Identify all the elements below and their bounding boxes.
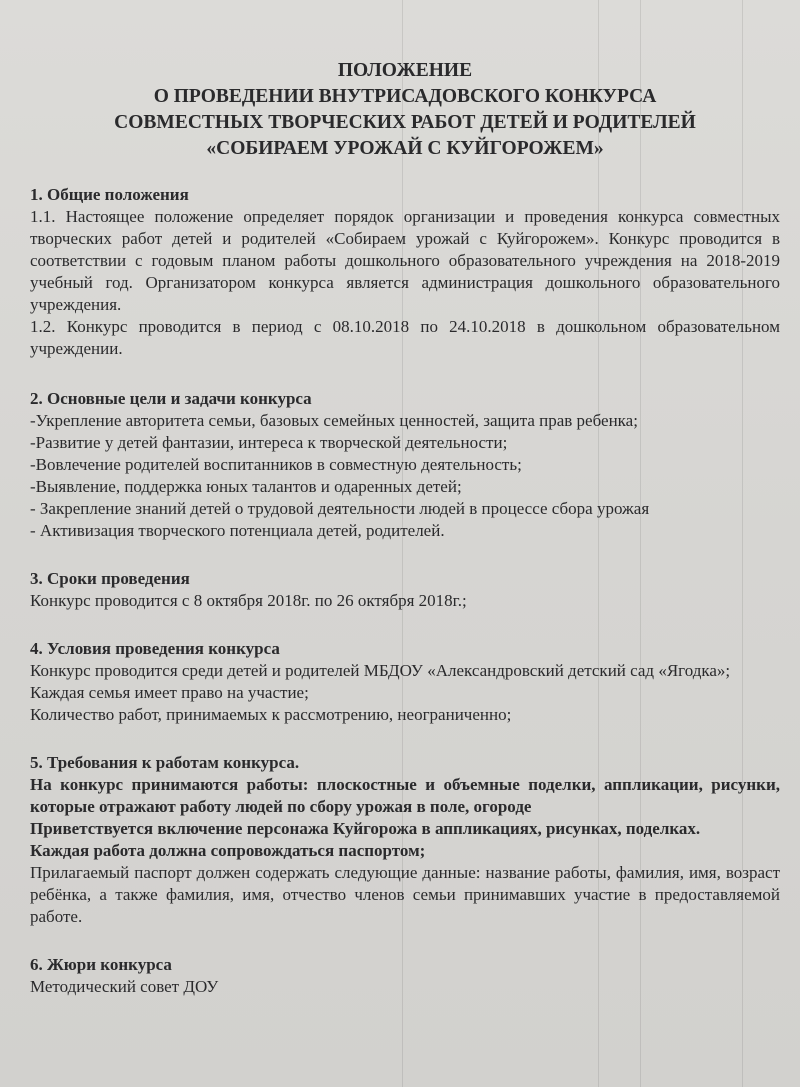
goal-item: -Укрепление авторитета семьи, базовых семейных ценностей, защита прав ребенка; (30, 411, 638, 430)
section-3-paragraph: Конкурс проводится с 8 октября 2018г. по 26 октября 2018г.; (30, 591, 467, 610)
goal-item: - Активизация творческого потенциала детей, родителей. (30, 521, 445, 540)
section-5-heading: 5. Требования к работам конкурса. (30, 753, 300, 772)
section-5-paragraph-4: Прилагаемый паспорт должен содержать следующие данные: название работы, фамилия, имя, возраст ребёнка, а также фамилия, имя, отчество членов семьи принимавших участие в предоставляемой работе. (30, 863, 780, 926)
section-6-paragraph: Методический совет ДОУ (30, 977, 219, 996)
document-page (30, 0, 780, 998)
title-line-1: ПОЛОЖЕНИЕ (337, 60, 473, 81)
section-1 (30, 184, 780, 360)
section-4-paragraph-3: Количество работ, принимаемых к рассмотрению, неограниченно; (30, 705, 512, 724)
section-4-paragraph-1: Конкурс проводится среди детей и родителей МБДОУ «Александровский детский сад «Ягодка»; (30, 661, 731, 680)
section-3-heading: 3. Сроки проведения (30, 569, 190, 588)
goal-item: - Закрепление знаний детей о трудовой деятельности людей в процессе сбора урожая (30, 499, 650, 518)
section-2 (30, 388, 780, 542)
section-1-paragraph-1: 1.1. Настоящее положение определяет порядок организации и проведения конкурса совместных творческих работ детей и родителей «Собираем урожай с Куйгорожем». Конкурс проводится в соответствии с годовым планом работы дошкольного образовательного учреждения на 2018-2019 учебный год. Организатором конкурса является администрация дошкольного образовательного учреждения. (30, 207, 780, 314)
goal-item: -Развитие у детей фантазии, интереса к творческой деятельности; (30, 433, 508, 452)
section-3 (30, 568, 780, 612)
section-5-paragraph-3: Каждая работа должна сопровождаться паспортом; (30, 841, 426, 860)
title-line-4: «СОБИРАЕМ УРОЖАЙ С КУЙГОРОЖЕМ» (206, 138, 604, 159)
title-line-3: СОВМЕСТНЫХ ТВОРЧЕСКИХ РАБОТ ДЕТЕЙ И РОДИТЕЛЕЙ (114, 112, 696, 133)
section-4-paragraph-2: Каждая семья имеет право на участие; (30, 683, 309, 702)
section-4 (30, 638, 780, 726)
section-2-heading: 2. Основные цели и задачи конкурса (30, 389, 312, 408)
section-5-paragraph-2: Приветствуется включение персонажа Куйгорожа в аппликациях, рисунках, поделках. (30, 819, 701, 838)
section-6 (30, 954, 780, 998)
section-4-heading: 4. Условия проведения конкурса (30, 639, 280, 658)
section-6-heading: 6. Жюри конкурса (30, 955, 172, 974)
section-5 (30, 752, 780, 928)
section-1-heading: 1. Общие положения (30, 185, 189, 204)
title-line-2: О ПРОВЕДЕНИИ ВНУТРИСАДОВСКОГО КОНКУРСА (153, 86, 657, 107)
section-1-paragraph-2: 1.2. Конкурс проводится в период с 08.10.2018 по 24.10.2018 в дошкольном образовательном учреждении. (30, 317, 780, 358)
document-title (30, 0, 780, 162)
section-5-paragraph-1: На конкурс принимаются работы: плоскостные и объемные поделки, аппликации, рисунки, которые отражают работу людей по сбору урожая в поле, огороде (30, 775, 780, 816)
goal-item: -Вовлечение родителей воспитанников в совместную деятельность; (30, 455, 522, 474)
goal-item: -Выявление, поддержка юных талантов и одаренных детей; (30, 477, 462, 496)
